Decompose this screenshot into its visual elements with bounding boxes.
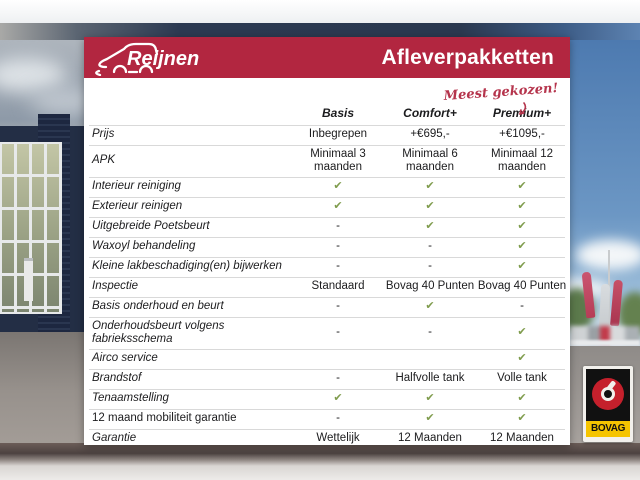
bollard [24, 258, 33, 301]
cell-value: - [336, 412, 340, 425]
row-label: Interieur reiniging [92, 180, 181, 193]
check-icon: ✔ [517, 326, 527, 339]
check-icon: ✔ [517, 240, 527, 253]
table-row [89, 390, 565, 410]
row-label: Tenaamstelling [92, 392, 169, 405]
table-row [89, 258, 565, 278]
table-row [89, 238, 565, 258]
column-header-basis: Basis [321, 106, 355, 120]
row-label: Waxoyl behandeling [92, 240, 196, 253]
cell-value: - [520, 300, 524, 313]
table-row [89, 178, 565, 198]
cell-value: Bovag 40 Punten [385, 280, 475, 293]
table-row [89, 146, 565, 178]
bovag-hub [601, 387, 615, 401]
table-row [89, 410, 565, 430]
table-row [89, 430, 565, 455]
cell-value: Minimaal 12 maanden [491, 147, 553, 173]
row-label: 12 maand mobiliteit garantie [92, 412, 237, 425]
check-icon: ✔ [425, 412, 435, 425]
row-label: APK [92, 154, 116, 167]
check-icon: ✔ [425, 220, 435, 233]
table-row [89, 198, 565, 218]
row-label: Prijs [92, 128, 115, 141]
cell-value: - [336, 300, 340, 313]
cell-value: Bovag 40 Punten [477, 280, 567, 293]
cell-value: 12 Maanden [490, 432, 554, 445]
left-background [0, 40, 84, 480]
row-label: Inspectie [92, 280, 139, 293]
table-row [89, 278, 565, 298]
row-label: Brandstof [92, 372, 142, 385]
row-label: Airco service [92, 352, 158, 365]
check-icon: ✔ [517, 260, 527, 273]
check-icon: ✔ [425, 200, 435, 213]
card-header [84, 37, 570, 78]
table-row [89, 318, 565, 350]
row-label: Garantie [92, 432, 137, 445]
check-icon: ✔ [517, 220, 527, 233]
row-label: Basis onderhoud en beurt [92, 300, 224, 313]
cell-value: - [336, 260, 340, 273]
table-row [89, 218, 565, 238]
table-row [89, 298, 565, 318]
check-icon: ✔ [333, 392, 343, 405]
cell-value: Halfvolle tank [395, 372, 465, 385]
check-icon: ✔ [517, 392, 527, 405]
svg-text:Reijnen: Reijnen [127, 47, 200, 70]
reijnen-logo [94, 40, 222, 76]
cell-value: - [336, 372, 340, 385]
table-row [89, 350, 565, 370]
check-icon: ✔ [333, 200, 343, 213]
check-icon: ✔ [517, 412, 527, 425]
row-label: Uitgebreide Poetsbeurt [92, 220, 210, 233]
cell-value: - [336, 326, 340, 339]
check-icon: ✔ [517, 180, 527, 193]
card-body [84, 78, 570, 455]
sky-top [0, 0, 640, 23]
check-icon: ✔ [425, 392, 435, 405]
bovag-label: BOVAG [586, 421, 630, 437]
cell-value: - [336, 220, 340, 233]
cell-value: - [336, 240, 340, 253]
check-icon: ✔ [517, 352, 527, 365]
check-icon: ✔ [333, 180, 343, 193]
check-icon: ✔ [425, 300, 435, 313]
row-label: Onderhoudsbeurt volgens fabrieksschema [92, 319, 225, 345]
most-chosen-note: Meest gekozen! [443, 81, 559, 104]
cell-value: Standaard [311, 280, 365, 293]
column-header-comfort: Comfort+ [403, 106, 457, 120]
check-icon: ✔ [517, 200, 527, 213]
check-icon: ✔ [425, 180, 435, 193]
cell-value: +€695,- [410, 128, 450, 141]
bovag-badge [583, 366, 633, 442]
curved-arrow-down-icon [512, 102, 528, 118]
table-row [89, 126, 565, 146]
cell-value: Wettelijk [316, 432, 360, 445]
package-table [89, 104, 565, 455]
cell-value: Minimaal 3 maanden [310, 147, 366, 173]
column-header-premium: Premium+ [492, 106, 552, 120]
car-logo-icon [94, 40, 222, 76]
cell-value: Inbegrepen [308, 128, 368, 141]
cell-value: - [428, 326, 432, 339]
page-title: Afleverpakketten [381, 45, 554, 69]
table-header-row [89, 104, 565, 126]
cell-value: - [428, 240, 432, 253]
row-label: Exterieur reinigen [92, 200, 183, 213]
cell-value: +€1095,- [499, 128, 545, 141]
package-table-body [89, 126, 565, 455]
cell-value: Volle tank [497, 372, 547, 385]
cell-value: 12 Maanden [398, 432, 462, 445]
row-label: Kleine lakbeschadiging(en) bijwerken [92, 260, 282, 273]
table-row [89, 370, 565, 390]
cell-value: - [428, 260, 432, 273]
package-comparison-card [84, 37, 570, 445]
bovag-wheel-icon [586, 369, 630, 421]
cloud [0, 58, 66, 92]
cell-value: Minimaal 6 maanden [402, 147, 458, 173]
